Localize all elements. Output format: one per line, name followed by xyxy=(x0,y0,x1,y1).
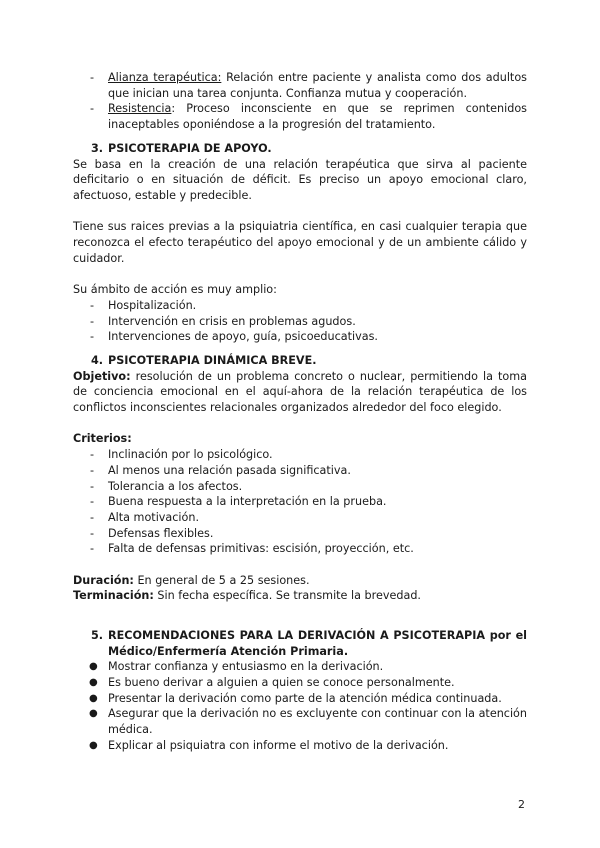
list-item-alliance: - Alianza terapéutica: Relación entre paciente y analista como dos adultos que inician una tarea conjunta. Confianza mutua y cooperación. xyxy=(90,71,527,100)
section-4-heading: 4. PSICOTERAPIA DINÁMICA BREVE. xyxy=(91,353,317,367)
list-item: ● Explicar al psiquiatra con informe el motivo de la derivación. xyxy=(89,738,449,752)
list-item: ● Asegurar que la derivación no es excluyente con continuar con la atención médica. xyxy=(89,707,527,737)
section-4-title: PSICOTERAPIA DINÁMICA BREVE. xyxy=(108,353,317,367)
duration-label: Duración: xyxy=(73,573,134,587)
duration-text: En general de 5 a 25 sesiones. xyxy=(133,573,310,587)
objective-paragraph xyxy=(73,369,527,416)
list-item: ● Presentar la derivación como parte de la atención médica continuada. xyxy=(89,691,502,705)
list-item: - Alta motivación. xyxy=(90,510,200,524)
list-item: - Falta de defensas primitivas: escisión, proyección, etc. xyxy=(90,542,414,556)
termination-label: Terminación: xyxy=(73,589,154,603)
section-5-heading: 5. RECOMENDACIONES PARA LA DERIVACIÓN A PSICOTERAPIA por el Médico/Enfermería Atención Primaria. xyxy=(91,628,527,658)
page-number: 2 xyxy=(518,798,525,811)
section-3-paragraph-2: Tiene sus raices previas a la psiquiatria científica, en casi cualquier terapia que reconozca el efecto terapéutico del apoyo emocional y de un ambiente cálido y cuidador. xyxy=(73,220,527,265)
objective-label: Objetivo: xyxy=(73,369,131,383)
section-3-paragraph-1: Se basa en la creación de una relación terapéutica que sirva al paciente deficitario o en situación de déficit. Es preciso un apoyo emocional claro, afectuoso, estable y predecible. xyxy=(73,157,527,202)
term-alliance: Alianza terapéutica: xyxy=(108,71,222,84)
objective-text: resolución de un problema concreto o nuclear, permitiendo la toma de conciencia emocional en el aquí-ahora de la relación terapéutica de los conflictos inconscientes relacionales organizados alrededor del foco elegido. xyxy=(73,369,527,415)
list-item: - Intervención en crisis en problemas agudos. xyxy=(90,314,356,328)
duration-line xyxy=(73,573,527,589)
list-item: - Tolerancia a los afectos. xyxy=(90,479,243,493)
list-item: - Intervenciones de apoyo, guía, psicoeducativas. xyxy=(90,330,378,344)
list-item-resistance: - Resistencia: Proceso inconsciente en que se reprimen contenidos inaceptables oponiéndose a la progresión del tratamiento. xyxy=(90,102,527,132)
termination-line xyxy=(73,588,527,604)
list-item: ● Mostrar confianza y entusiasmo en la derivación. xyxy=(89,660,384,674)
section-3-heading: 3. PSICOTERAPIA DE APOYO. xyxy=(91,141,272,155)
termination-text: Sin fecha específica. Se transmite la brevedad. xyxy=(153,589,421,603)
list-item: - Buena respuesta a la interpretación en la prueba. xyxy=(90,495,387,509)
section-3-title: PSICOTERAPIA DE APOYO. xyxy=(108,141,272,155)
list-item: - Defensas flexibles. xyxy=(90,526,214,540)
document-page xyxy=(73,70,527,753)
list-item: - Al menos una relación pasada significativa. xyxy=(90,463,351,477)
list-item: ● Es bueno derivar a alguien a quien se conoce personalmente. xyxy=(89,675,455,689)
term-resistance: Resistencia xyxy=(108,102,172,116)
definition-alliance: Relación entre paciente y analista como dos adultos que inician una tarea conjunta. Confianza mutua y cooperación. xyxy=(108,71,527,100)
list-item: - Inclinación por lo psicológico. xyxy=(90,448,273,462)
definition-resistance: : Proceso inconsciente en que se reprimen contenidos inaceptables oponiéndose a la progresión del tratamiento. xyxy=(108,102,527,132)
criteria-label: Criterios: xyxy=(73,432,132,446)
section-5-title: RECOMENDACIONES PARA LA DERIVACIÓN A PSICOTERAPIA por el Médico/Enfermería Atención Primaria. xyxy=(108,628,527,658)
section-3-paragraph-3: Su ámbito de acción es muy amplio: xyxy=(73,283,277,297)
list-item: - Hospitalización. xyxy=(90,298,197,312)
